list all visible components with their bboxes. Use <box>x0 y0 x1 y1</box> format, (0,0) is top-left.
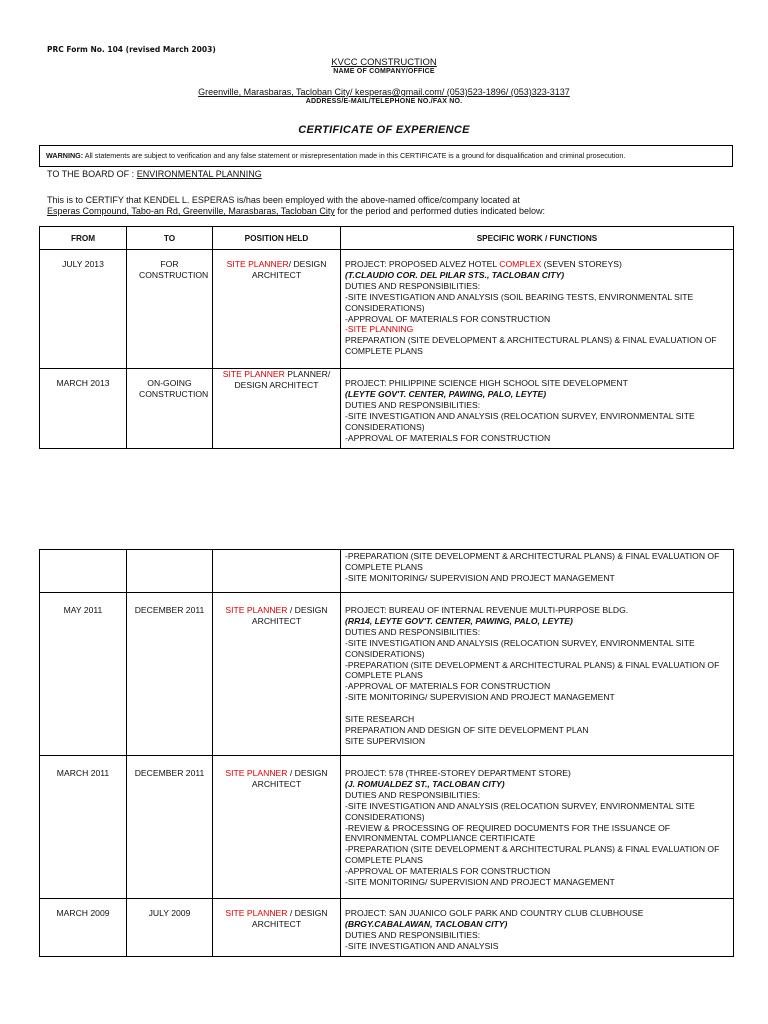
row-position: SITE PLANNER / DESIGN ARCHITECT <box>213 899 341 957</box>
certify-line-1: This is to CERTIFY that KENDEL L. ESPERAS is/has been employed with the above-named office/company located at <box>47 195 520 205</box>
duty-line: -REVIEW & PROCESSING OF REQUIRED DOCUMENTS FOR THE ISSUANCE OF ENVIRONMENTAL COMPLIANCE CERTIFICATE <box>345 822 671 844</box>
header-position: POSITION HELD <box>213 227 341 250</box>
row-from: MARCH 2013 <box>40 369 127 449</box>
page-title: CERTIFICATE OF EXPERIENCE <box>298 124 470 136</box>
duties-heading: DUTIES AND RESPONSIBILITIES: <box>345 929 481 940</box>
duty-line: -SITE INVESTIGATION AND ANALYSIS (RELOCATION SURVEY, ENVIRONMENTAL SITE CONSIDERATIONS) <box>345 637 695 659</box>
address-caption: ADDRESS/E-MAIL/TELEPHONE NO./FAX NO. <box>305 98 463 105</box>
duties-heading: DUTIES AND RESPONSIBILITIES: <box>345 399 481 410</box>
experience-table-1 <box>39 226 734 449</box>
duty-line: -PREPARATION (SITE DEVELOPMENT & ARCHITECTURAL PLANS) & FINAL EVALUATION OF COMPLETE PLANS <box>345 551 720 572</box>
board-name: ENVIRONMENTAL PLANNING <box>136 169 262 179</box>
project-location: (LEYTE GOV'T. CENTER, PAWING, PALO, LEYTE) <box>345 388 547 399</box>
certify-suffix: for the period and performed duties indicated below: <box>334 206 545 216</box>
header-functions: SPECIFIC WORK / FUNCTIONS <box>341 227 734 250</box>
extra-line: SITE RESEARCH <box>345 714 415 725</box>
project-name: PROJECT: PROPOSED ALVEZ HOTEL COMPLEX (SEVEN STOREYS) <box>345 259 622 269</box>
row-functions <box>341 369 734 449</box>
row-to: JULY 2009 <box>127 899 213 957</box>
table-header-row <box>40 227 734 250</box>
row-from: MARCH 2011 <box>40 756 127 899</box>
company-address: Greenville, Marasbaras, Tacloban City/ kesperas@gmail.com/ (053)523-1896/ (053)323-3137 <box>198 87 570 97</box>
duty-line: -SITE INVESTIGATION AND ANALYSIS (RELOCATION SURVEY, ENVIRONMENTAL SITE CONSIDERATIONS) <box>345 800 695 822</box>
board-line <box>47 169 262 179</box>
table-row-continued <box>40 550 734 593</box>
project-name: PROJECT: BUREAU OF INTERNAL REVENUE MULTI-PURPOSE BLDG. <box>345 605 629 615</box>
project-name: PROJECT: 578 (THREE-STOREY DEPARTMENT STORE) <box>345 768 571 778</box>
row-to: FOR CONSTRUCTION <box>127 250 213 369</box>
row-position: SITE PLANNER/ DESIGN ARCHITECT <box>213 250 341 369</box>
row-from: JULY 2013 <box>40 250 127 369</box>
row-to: ON-GOING CONSTRUCTION <box>127 369 213 449</box>
warning-label: WARNING: <box>46 151 84 160</box>
table-row <box>40 369 734 449</box>
project-location: (T.CLAUDIO COR. DEL PILAR STS., TACLOBAN CITY) <box>345 269 565 280</box>
table-row <box>40 756 734 899</box>
certify-line-2 <box>47 206 545 217</box>
row-to: DECEMBER 2011 <box>127 593 213 756</box>
table-row <box>40 250 734 369</box>
row-position: SITE PLANNER / DESIGN ARCHITECT <box>213 756 341 899</box>
duty-line: -SITE INVESTIGATION AND ANALYSIS (SOIL BEARING TESTS, ENVIRONMENTAL SITE CONSIDERATIONS) <box>345 291 694 313</box>
row-functions <box>341 756 734 899</box>
board-prefix: TO THE BOARD OF : <box>47 169 137 179</box>
experience-table-2 <box>39 549 734 957</box>
duties-heading: DUTIES AND RESPONSIBILITIES: <box>345 789 481 800</box>
row-functions <box>341 550 734 593</box>
company-caption: NAME OF COMPANY/OFFICE <box>333 68 435 75</box>
row-position: SITE PLANNER PLANNER/ DESIGN ARCHITECT <box>213 369 341 449</box>
duty-line: -PREPARATION (SITE DEVELOPMENT & ARCHITECTURAL PLANS) & FINAL EVALUATION OF COMPLETE PLANS <box>345 659 720 681</box>
row-functions <box>341 593 734 756</box>
duty-line: -SITE MONITORING/ SUPERVISION AND PROJECT MANAGEMENT <box>345 692 615 703</box>
row-from <box>40 550 127 593</box>
certify-statement <box>47 195 545 217</box>
duty-line-highlight: -SITE PLANNING <box>345 324 414 335</box>
row-position <box>213 550 341 593</box>
row-to: DECEMBER 2011 <box>127 756 213 899</box>
header-to: TO <box>127 227 213 250</box>
project-name: PROJECT: PHILIPPINE SCIENCE HIGH SCHOOL SITE DEVELOPMENT <box>345 378 628 388</box>
duty-line: -SITE MONITORING/ SUPERVISION AND PROJECT MANAGEMENT <box>345 572 615 583</box>
duty-line: -SITE INVESTIGATION AND ANALYSIS (RELOCATION SURVEY, ENVIRONMENTAL SITE CONSIDERATIONS) <box>345 410 695 432</box>
table-row <box>40 899 734 957</box>
row-from: MARCH 2009 <box>40 899 127 957</box>
header-from: FROM <box>40 227 127 250</box>
row-position: SITE PLANNER / DESIGN ARCHITECT <box>213 593 341 756</box>
duties-heading: DUTIES AND RESPONSIBILITIES: <box>345 280 481 291</box>
row-from: MAY 2011 <box>40 593 127 756</box>
project-location: (J. ROMUALDEZ ST., TACLOBAN CITY) <box>345 778 505 789</box>
duty-line: -APPROVAL OF MATERIALS FOR CONSTRUCTION <box>345 866 551 877</box>
project-location: (BRGY.CABALAWAN, TACLOBAN CITY) <box>345 918 508 929</box>
project-name: PROJECT: SAN JUANICO GOLF PARK AND COUNTRY CLUB CLUBHOUSE <box>345 908 644 918</box>
duty-line: -APPROVAL OF MATERIALS FOR CONSTRUCTION <box>345 313 551 324</box>
duty-line: -APPROVAL OF MATERIALS FOR CONSTRUCTION <box>345 681 551 692</box>
duty-line: -SITE INVESTIGATION AND ANALYSIS <box>345 940 499 951</box>
table-row <box>40 593 734 756</box>
duty-line: -APPROVAL OF MATERIALS FOR CONSTRUCTION <box>345 432 551 443</box>
duties-heading: DUTIES AND RESPONSIBILITIES: <box>345 626 481 637</box>
warning-text: All statements are subject to verification and any false statement or misrepresentation made in this CERTIFICATE is a ground for disqualification and criminal prosecution. <box>83 151 626 160</box>
row-functions <box>341 250 734 369</box>
form-number: PRC Form No. 104 (revised March 2003) <box>47 45 216 54</box>
company-name: KVCC CONSTRUCTION <box>331 57 437 68</box>
duty-line: -PREPARATION (SITE DEVELOPMENT & ARCHITECTURAL PLANS) & FINAL EVALUATION OF COMPLETE PLANS <box>345 844 720 866</box>
project-location: (RR14, LEYTE GOV'T. CENTER, PAWING, PALO, LEYTE) <box>345 615 573 626</box>
certify-location: Esperas Compound, Tabo-an Rd, Greenville, Marasbaras, Tacloban City <box>47 206 335 216</box>
extra-line: SITE SUPERVISION <box>345 735 426 746</box>
row-functions <box>341 899 734 957</box>
duty-line: PREPARATION (SITE DEVELOPMENT & ARCHITECTURAL PLANS) & FINAL EVALUATION OF COMPLETE PLANS <box>345 335 717 357</box>
extra-line: PREPARATION AND DESIGN OF SITE DEVELOPMENT PLAN <box>345 724 589 735</box>
warning-box <box>39 145 733 167</box>
row-to <box>127 550 213 593</box>
duty-line: -SITE MONITORING/ SUPERVISION AND PROJECT MANAGEMENT <box>345 877 615 888</box>
